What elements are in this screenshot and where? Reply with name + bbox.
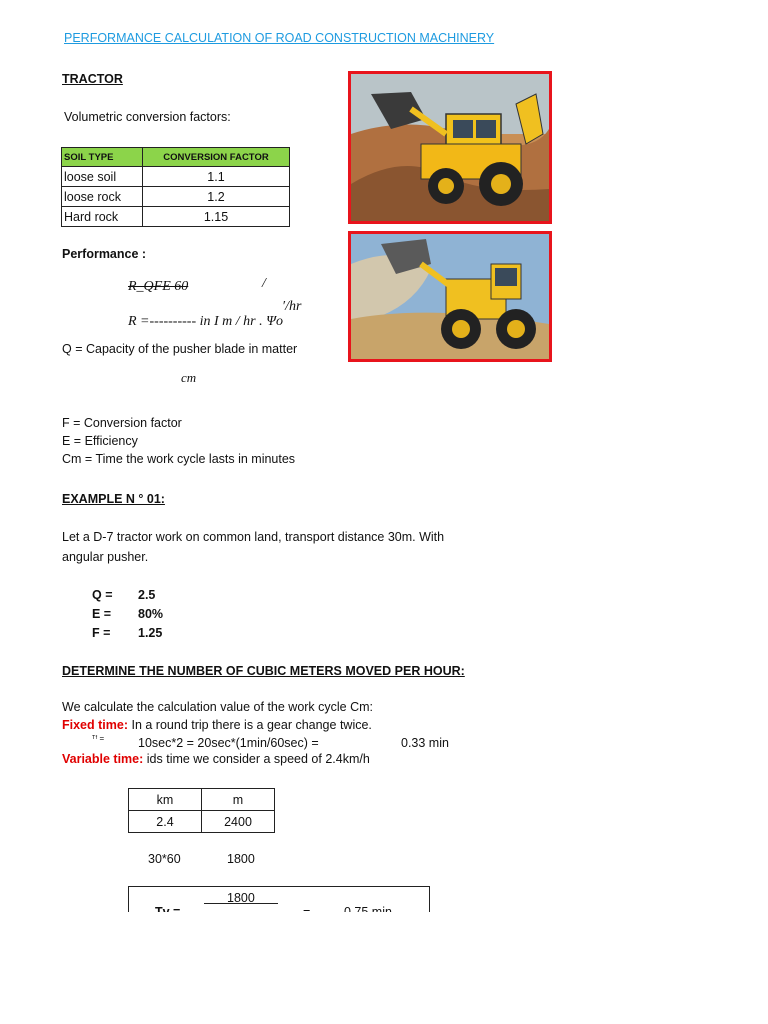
km-header: km xyxy=(129,789,202,811)
param-q-label: Q = xyxy=(92,588,113,602)
tv-numerator: 1800 xyxy=(227,891,255,905)
param-e-value: 80% xyxy=(138,607,164,621)
variable-time-text: ids time we consider a speed of 2.4km/h xyxy=(143,752,370,766)
page-bottom-blank xyxy=(0,912,768,1024)
param-q-value: 2.5 xyxy=(138,588,156,602)
variable-time-label: Variable time: xyxy=(62,752,144,766)
tf-expression: 10sec*2 = 20sec*(1min/60sec) = xyxy=(138,736,319,750)
formula-unit: ′/hr xyxy=(282,299,302,314)
definition-e: E = Efficiency xyxy=(62,434,138,448)
formula-line2: R =---------- in I m / hr . Ψo xyxy=(128,314,283,329)
conversion-factor-header: CONVERSION FACTOR xyxy=(143,148,290,167)
example-title: EXAMPLE N ° 01: xyxy=(62,492,165,506)
fixed-time-label: Fixed time: xyxy=(62,718,128,732)
factor-cell: 1.2 xyxy=(143,187,290,207)
distance-expression: 30*60 xyxy=(148,852,181,866)
factor-cell: 1.15 xyxy=(143,207,290,227)
table-row xyxy=(62,207,290,227)
table-row xyxy=(129,811,275,833)
factor-cell: 1.1 xyxy=(143,167,290,187)
formula-line1: R_QFE 60 xyxy=(128,279,189,294)
formula-cm: cm xyxy=(181,370,197,385)
fixed-time-line xyxy=(62,718,372,732)
soil-type-cell: loose rock xyxy=(62,187,143,207)
volumetric-label: Volumetric conversion factors: xyxy=(64,110,231,124)
param-f-value: 1.25 xyxy=(138,626,163,640)
formula-slash: / xyxy=(262,276,266,291)
calc-intro: We calculate the calculation value of the work cycle Cm: xyxy=(62,700,374,714)
wheel-loader-photo xyxy=(348,231,552,362)
param-f-label: F = xyxy=(92,626,111,640)
fixed-time-text: In a round trip there is a gear change twice. xyxy=(128,718,372,732)
performance-label: Performance : xyxy=(62,247,147,261)
table-row xyxy=(62,167,290,187)
section-heading-tractor: TRACTOR xyxy=(62,72,123,86)
definition-f: F = Conversion factor xyxy=(62,416,182,430)
fraction-bar xyxy=(204,903,278,904)
m-header: m xyxy=(202,789,275,811)
table-row xyxy=(62,187,290,207)
unit-conversion-table xyxy=(128,788,275,833)
soil-type-header: SOIL TYPE xyxy=(62,148,143,167)
tf-symbol: ᵀᶠ = xyxy=(92,734,105,743)
example-text-line1: Let a D-7 tractor work on common land, transport distance 30m. With xyxy=(62,530,445,544)
km-value: 2.4 xyxy=(129,811,202,833)
param-e-label: E = xyxy=(92,607,112,621)
soil-conversion-table xyxy=(61,147,290,227)
distance-value: 1800 xyxy=(227,852,255,866)
definition-cm: Cm = Time the work cycle lasts in minutes xyxy=(62,452,296,466)
variable-time-line xyxy=(62,752,370,766)
document-title: PERFORMANCE CALCULATION OF ROAD CONSTRUCTION MACHINERY xyxy=(64,31,495,45)
tf-result: 0.33 min xyxy=(401,736,449,750)
definition-q: Q = Capacity of the pusher blade in matter xyxy=(62,342,298,356)
example-text-line2: angular pusher. xyxy=(62,550,149,564)
determine-heading: DETERMINE THE NUMBER OF CUBIC METERS MOVED PER HOUR: xyxy=(62,664,465,678)
soil-type-cell: Hard rock xyxy=(62,207,143,227)
soil-type-cell: loose soil xyxy=(62,167,143,187)
backhoe-loader-photo xyxy=(348,71,552,224)
m-value: 2400 xyxy=(202,811,275,833)
